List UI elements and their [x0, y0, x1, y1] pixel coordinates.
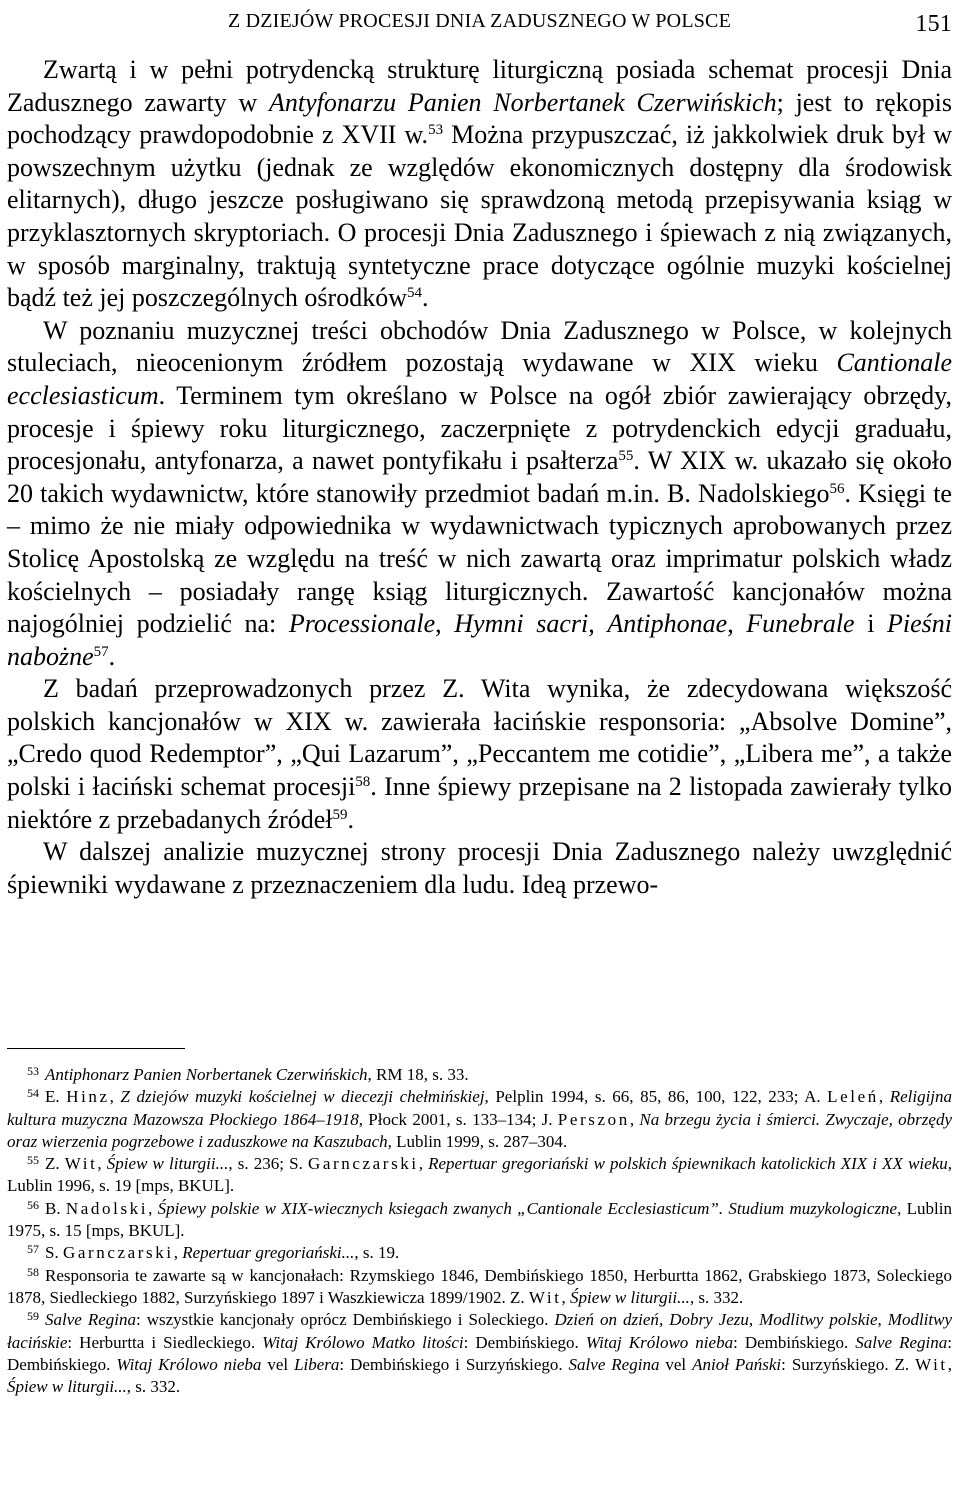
footnote-ref[interactable]: 55 — [618, 448, 634, 465]
title-italic: Funebrale — [746, 609, 855, 639]
text-run: Responsoria te zawarte są w kancjonałach: Rzymskiego 1846, Dembińskiego 1850, Herburtta 1862, Grabskiego 1873, Soleckiego 1878, Siedleckiego 1882, Surzyńskiego 1897 i Waszkiewicza 1899/1902. Z. — [7, 1265, 952, 1307]
title-italic: Repertuar gregoriański w polskich śpiewnikach katolickich XIX i XX wieku — [428, 1154, 948, 1174]
title-italic: Modlitwy polskie — [759, 1310, 878, 1330]
text-run: . Księgi te – mimo że nie miały odpowiednika w wydawnictwach typicznych aprobowanych przez Stolicę Apostolską ze względu na treść w nich zawartą oraz imprimatur polskich władz kościelnych – posiadały rangę ksiąg liturgicznych. Zawartość kancjonałów można najogólniej podzielić na: — [7, 478, 952, 639]
text-run: , — [435, 609, 455, 639]
footnote-number: 53 — [27, 1064, 39, 1078]
title-italic: Antyfonarzu Panien Norbertanek Czerwińskich — [269, 87, 777, 117]
title-italic: Na brzegu życia i śmierci. Zwyczaje, obrzędy oraz wierzenia pogrzebowe i zaduszkowe na Kaszubach — [7, 1109, 952, 1151]
text-run: . W XIX w. ukazało się około 20 takich wydawnictw, które stanowiły przedmiot badań m.in. B. Nadolskiego — [7, 446, 952, 508]
text-run: , — [727, 609, 747, 639]
author-name: Garnczarski — [307, 1154, 419, 1174]
paragraph — [7, 673, 952, 836]
title-italic: Anioł Pański — [692, 1354, 782, 1374]
text-run: : Dembińskiego i Surzyńskiego. — [339, 1354, 569, 1374]
paragraph — [7, 836, 952, 901]
title-italic: Libera — [294, 1354, 340, 1374]
footnote-number: 59 — [27, 1309, 39, 1324]
title-italic: Processionale — [288, 609, 436, 639]
text-run: B. — [45, 1198, 66, 1218]
title-italic: Dobry Jezu — [669, 1310, 749, 1330]
footnote-number: 56 — [27, 1197, 39, 1212]
text-run: , s. 332. — [126, 1377, 181, 1397]
text-run: , — [629, 1109, 640, 1129]
text-run: , Lublin 1975, s. 15 [mps, BKUL]. — [7, 1198, 952, 1241]
paragraph — [7, 315, 952, 674]
footnote — [7, 1064, 952, 1086]
text-run: i — [854, 609, 888, 639]
text-run: , — [658, 1310, 670, 1330]
footnote — [7, 1265, 952, 1310]
title-italic: Salve Regina — [855, 1332, 948, 1352]
author-name: Hinz — [66, 1087, 110, 1107]
title-italic: Z dziejów muzyki kościelnej w diecezji chełmińskiej — [120, 1087, 485, 1107]
text-run: , — [109, 1087, 121, 1107]
title-italic: Śpiewy polskie w XIX-wiecznych ksiegach zwanych „Cantionale Ecclesiasticum”. Studium muzykologiczne — [157, 1198, 898, 1218]
footnote — [7, 1242, 952, 1264]
title-italic: Antiphonae — [607, 609, 728, 639]
text-run: , — [173, 1243, 183, 1263]
author-name: Leleń — [827, 1087, 879, 1107]
text-run: , Lublin 1999, s. 287–304. — [387, 1131, 568, 1151]
footnote-ref[interactable]: 53 — [428, 122, 444, 139]
title-italic: Hymni sacri — [454, 609, 589, 639]
author-name: Perszon — [557, 1109, 630, 1129]
text-run: , — [561, 1287, 571, 1307]
text-run: ; jest to rękopis pochodzący prawdopodobnie z XVII w. — [7, 87, 952, 150]
text-run: : wszystkie kancjonały oprócz Dembińskiego i Soleckiego. — [135, 1310, 555, 1330]
text-run: S. — [45, 1243, 63, 1263]
text-run: : Dembińskiego. — [463, 1332, 586, 1352]
text-run: vel — [659, 1354, 693, 1374]
text-run: , — [947, 1354, 952, 1374]
footnote-ref[interactable]: 54 — [406, 285, 422, 302]
text-run: , — [588, 609, 608, 639]
author-name: Nadolski — [65, 1198, 149, 1218]
footnote — [7, 1309, 952, 1398]
text-run: W dalszej analizie muzycznej strony procesji Dnia Zadusznego należy uwzględnić śpiewniki wydawane z przeznaczeniem dla ludu. Ideą przewo- — [7, 837, 952, 899]
document-page — [7, 0, 952, 1501]
footnote-separator — [7, 1048, 185, 1049]
text-run: , — [877, 1310, 888, 1330]
title-italic: Śpiew w liturgii... — [106, 1154, 229, 1174]
title-italic: Religijna kultura muzyczna Mazowsza Płockiego 1864–1918 — [7, 1087, 953, 1129]
title-italic: Witaj Królowo nieba — [116, 1354, 262, 1374]
text-run: W poznaniu muzycznej treści obchodów Dnia Zadusznego w Polsce, w kolejnych stuleciach, nieocenionym źródłem pozostają wydawane w XIX wieku — [7, 315, 952, 378]
text-run: Z. — [45, 1154, 65, 1174]
paragraph — [7, 54, 952, 315]
text-run: , RM 18, s. 33. — [367, 1065, 469, 1084]
title-italic: Cantionale ecclesiasticum — [7, 348, 952, 410]
page-number: 151 — [915, 11, 952, 37]
running-title: Z DZIEJÓW PROCESJI DNIA ZADUSZNEGO W POLSCE — [227, 10, 732, 32]
title-italic: Repertuar gregoriański... — [182, 1243, 355, 1263]
text-run: E. — [45, 1087, 67, 1107]
text-run: . — [108, 641, 116, 671]
text-run: , — [148, 1198, 158, 1218]
author-name: Wit — [915, 1354, 948, 1374]
footnote-number: 57 — [27, 1242, 39, 1257]
text-run: , Płock 2001, s. 133–134; J. — [358, 1109, 558, 1129]
text-run: . — [347, 804, 355, 834]
title-italic: Witaj Królowo Matko litości — [262, 1332, 464, 1352]
title-italic: Śpiew w liturgii... — [570, 1287, 690, 1307]
text-run: , — [97, 1154, 107, 1174]
text-run: , — [878, 1087, 890, 1107]
title-italic: Salve Regina — [45, 1310, 136, 1330]
footnote-ref[interactable]: 56 — [829, 480, 845, 497]
text-run: . Terminem tym określano w Polsce na ogół zbiór zawierający obrzędy, procesje i śpiewy roku liturgicznego, zaczerpnięte z potrydenckich edycji graduału, procesjonału, antyfonarza, a nawet pontyfikału i psałterza — [7, 380, 952, 476]
footnote-ref[interactable]: 58 — [355, 774, 371, 791]
footnote-ref[interactable]: 57 — [93, 643, 109, 660]
title-italic: Śpiew w liturgii... — [7, 1377, 127, 1397]
text-run: Z badań przeprowadzonych przez Z. Wita wynika, że zdecydowana większość polskich kancjonałów w XIX w. zawierała łacińskie responsoria: „Absolve Domine”, „Credo quod Redemptor”, „Qui Lazarum”, „Peccantem me cotidie”, „Libera me”, a także polski i łaciński schemat procesji — [7, 674, 952, 802]
main-text — [7, 54, 952, 901]
running-header — [7, 6, 952, 36]
text-run: , s. 236; S. — [228, 1154, 308, 1174]
author-name: Wit — [528, 1287, 562, 1307]
text-run: , — [748, 1310, 760, 1330]
footnote-number: 55 — [27, 1153, 39, 1168]
title-italic: Pieśni nabożne — [7, 609, 953, 671]
footnote — [7, 1198, 952, 1243]
text-run: , s. 19. — [354, 1243, 400, 1263]
text-run: Można przypuszczać, iż jakkolwiek druk był w powszechnym użytku (jednak ze względów ekonomicznych dostępny dla środowisk elitarnych), długo jeszcze posługiwano się sprawdzoną metodą przepisywania ksiąg w przyklasztornych skryptoriach. O procesji Dnia Zadusznego i śpiewach z nią związanych, w sposób marginalny, traktują syntetyczne prace dotyczące ogólnie muzyki kościelnej bądź też jej poszczególnych ośrodków — [7, 120, 952, 313]
author-name: Garnczarski — [62, 1243, 174, 1263]
footnotes — [7, 1064, 952, 1398]
footnote — [7, 1153, 952, 1198]
footnote — [7, 1086, 952, 1153]
title-italic: Antiphonarz Panien Norbertanek Czerwińskich — [45, 1065, 368, 1084]
title-italic: Witaj Królowo nieba — [585, 1332, 734, 1352]
title-italic: Modlitwy łacińskie — [7, 1310, 953, 1352]
title-italic: Dzień on dzień — [554, 1310, 659, 1330]
text-run: . — [421, 283, 429, 313]
text-run: , s. 332. — [689, 1287, 744, 1307]
text-run: : Surzyńskiego. Z. — [781, 1354, 916, 1374]
text-run: : Dembińskiego. — [733, 1332, 856, 1352]
footnote-number: 58 — [27, 1264, 39, 1279]
text-run: vel — [261, 1354, 295, 1374]
text-run: : Dembińskiego. — [7, 1332, 952, 1374]
text-run: . Inne śpiewy przepisane na 2 listopada zawierały tylko niektóre z przebadanych źródeł — [7, 772, 952, 834]
footnote-ref[interactable]: 59 — [332, 806, 348, 823]
author-name: Wit — [64, 1154, 98, 1174]
title-italic: Salve Regina — [568, 1354, 660, 1374]
text-run: , — [418, 1154, 429, 1174]
text-run: , Pelplin 1994, s. 66, 85, 86, 100, 122, 233; A. — [484, 1087, 828, 1107]
text-run: Zwartą i w pełni potrydencką strukturę liturgiczną posiada schemat procesji Dnia Zadusznego zawarty w — [7, 55, 952, 117]
text-run: : Herburtta i Siedleckiego. — [67, 1332, 263, 1352]
footnote-number: 54 — [27, 1086, 39, 1101]
text-run: , Lublin 1996, s. 19 [mps, BKUL]. — [7, 1154, 952, 1196]
